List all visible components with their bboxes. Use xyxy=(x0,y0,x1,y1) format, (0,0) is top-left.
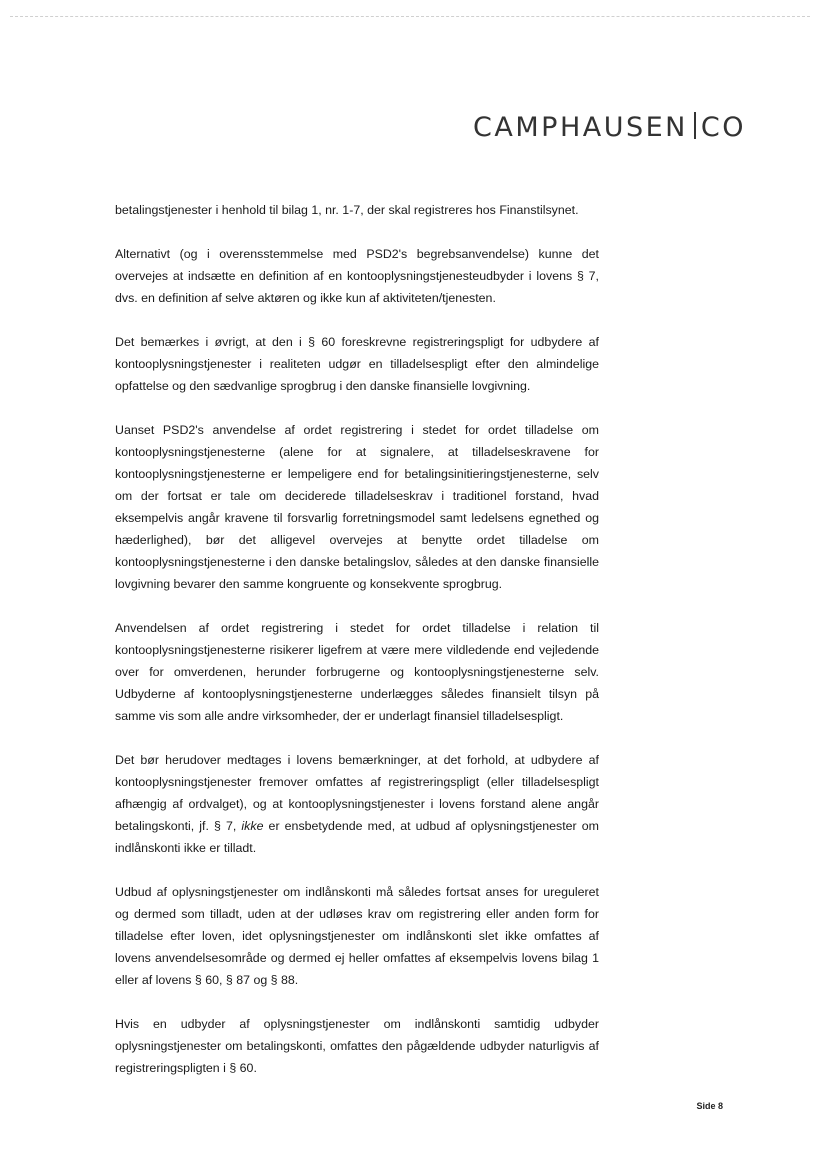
page-number: Side 8 xyxy=(696,1101,723,1111)
logo-divider xyxy=(694,112,696,139)
scan-top-edge xyxy=(10,16,810,17)
paragraph-1: betalingstjenester i henhold til bilag 1, nr. 1-7, der skal registreres hos Finanstilsynet. xyxy=(115,203,579,217)
company-logo xyxy=(473,112,746,143)
letter-body xyxy=(115,199,599,1101)
paragraph-4: Uanset PSD2's anvendelse af ordet registrering i stedet for ordet tilladelse om kontooplysningstjenesterne (alene for at signalere, at tilladelseskravene for kontooplysningstjenesterne er lempeligere end for betalingsinitieringstjenesterne, selv om der fortsat er tale om deciderede tilladelseskrav i traditionel forstand, hvad eksempelvis angår kravene til forsvarlig forretningsmodel samt ledelsens egnethed og hæderlighed), bør det alligevel overvejes at benytte ordet tilladelse om kontooplysningstjenesterne i den danske betalingslov, således at den danske finansielle lovgivning bevarer den samme kongruente og konsekvente sprogbrug. xyxy=(115,423,599,591)
paragraph-6 xyxy=(115,749,599,859)
paragraph-6-emphasis: ikke xyxy=(241,819,264,833)
logo-right-text: CO xyxy=(700,112,746,143)
paragraph-3: Det bemærkes i øvrigt, at den i § 60 foreskrevne registreringspligt for udbydere af kontooplysningstjenester i realiteten udgør en tilladelsespligt efter den almindelige opfattelse og den sædvanlige sprogbrug i den danske finansielle lovgivning. xyxy=(115,335,599,393)
paragraph-7: Udbud af oplysningstjenester om indlånskonti må således fortsat anses for ureguleret og dermed som tilladt, uden at der udløses krav om registrering eller anden form for tilladelse efter loven, idet oplysningstjenester om indlånskonti slet ikke omfattes af lovens anvendelsesområde og dermed ej heller omfattes af eksempelvis lovens bilag 1 eller af lovens § 60, § 87 og § 88. xyxy=(115,885,599,987)
paragraph-2: Alternativt (og i overensstemmelse med PSD2's begrebsanvendelse) kunne det overvejes at indsætte en definition af en kontooplysningstjenesteudbyder i lovens § 7, dvs. en definition af selve aktøren og ikke kun af aktiviteten/tjenesten. xyxy=(115,247,599,305)
paragraph-5: Anvendelsen af ordet registrering i stedet for ordet tilladelse i relation til kontooplysningstjenesterne risikerer ligefrem at være mere vildledende end vejledende over for omverdenen, herunder forbrugerne og kontooplysningstjenesterne selv. Udbyderne af kontooplysningstjenesterne underlægges således finansielt tilsyn på samme vis som alle andre virksomheder, der er underlagt finansiel tilladelsespligt. xyxy=(115,621,599,723)
paragraph-6-start: Det bør herudover medtages i lovens bemærkninger, at det forhold, at udbydere af kontooplysningstjenester fremover omfattes af registreringspligt (eller tilladelsespligt afhængig af ordvalget), og at kontooplysningstjenester i lovens forstand alene angår betalingskonti, jf. § 7, xyxy=(115,753,599,833)
paragraph-8: Hvis en udbyder af oplysningstjenester om indlånskonti samtidig udbyder oplysningstjenester om betalingskonti, omfattes den pågældende udbyder naturligvis af registreringspligten i § 60. xyxy=(115,1017,599,1075)
logo-left-text: CAMPHAUSEN xyxy=(473,112,688,143)
paragraph-6-end: er ensbetydende med, at udbud af oplysningstjenester om indlånskonti ikke er tilladt. xyxy=(115,819,599,855)
